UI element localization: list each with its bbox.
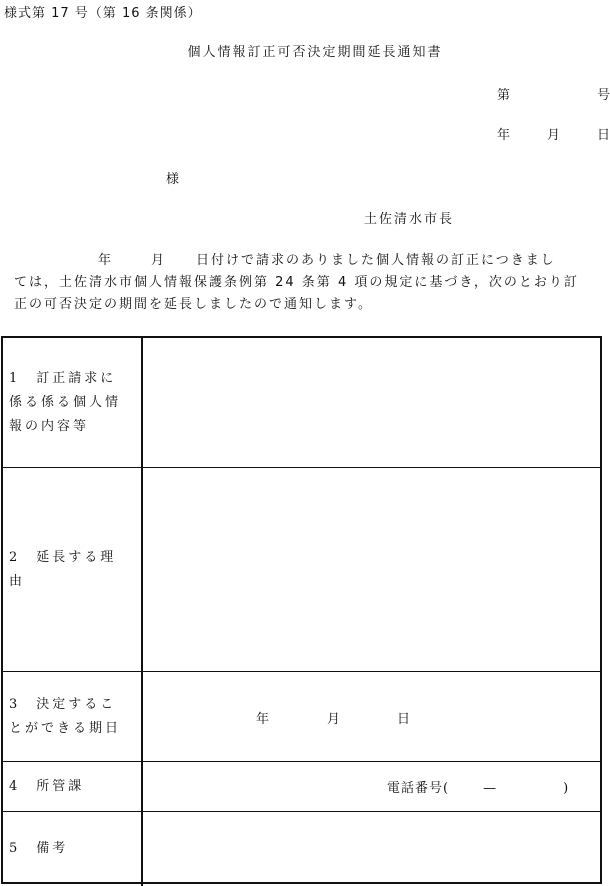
row2-label-line-2: 由: [9, 573, 26, 589]
phone-dash: —: [483, 781, 498, 796]
decision-date-month: 月: [327, 712, 341, 727]
decision-date-day: 日: [397, 712, 411, 727]
phone-close: ): [563, 781, 570, 796]
decision-date-field[interactable]: [143, 672, 600, 761]
body-month: 月: [151, 253, 167, 268]
row-label-remarks: [3, 812, 143, 886]
body-line-1: [14, 250, 610, 272]
row3-label-line-2: とができる期日: [9, 720, 122, 736]
date-month: 月: [547, 128, 561, 143]
request-content-field[interactable]: [143, 338, 600, 467]
row1-label-line-3: 報の内容等: [9, 418, 90, 434]
row1-label-line-2: 係る係る個人情: [9, 394, 122, 410]
remarks-field[interactable]: [143, 812, 600, 886]
body-line-2: ては，土佐清水市個人情報保護条例第 24 条第 4 項の規定に基づき，次のとおり訂: [14, 275, 579, 290]
department-field[interactable]: [143, 762, 600, 811]
row-label-extension-reason: [3, 468, 143, 671]
body-line-3: 正の可否決定の期間を延長しましたので通知します。: [14, 297, 373, 312]
row5-label: 5 備考: [9, 841, 69, 856]
row-label-department: [3, 762, 143, 811]
number-prefix: 第: [497, 88, 511, 103]
phone-number: [387, 777, 569, 796]
row1-label-line-1: 1 訂正請求に: [9, 370, 117, 386]
body-year: 年: [98, 253, 114, 268]
document-title: 個人情報訂正可否決定期間延長通知書: [187, 45, 443, 60]
phone-label: 電話番号(: [387, 781, 450, 796]
extension-reason-field[interactable]: [143, 468, 600, 671]
table-row-request-content: [3, 338, 600, 468]
row2-label-line-1: 2 延長する理: [9, 549, 117, 565]
number-suffix: 号: [597, 88, 610, 103]
notice-body: [14, 250, 610, 316]
decision-date-year: 年: [256, 712, 270, 727]
date-day: 日: [597, 128, 610, 143]
table-row-department: [3, 762, 600, 812]
addressee-honorific: 様: [166, 172, 180, 187]
row-label-decision-date: [3, 672, 143, 761]
issuer-name: 土佐清水市長: [364, 212, 455, 227]
row3-label-line-1: 3 決定するこ: [9, 696, 117, 712]
notice-detail-table: [1, 336, 602, 884]
table-row-remarks: [3, 812, 600, 886]
row4-label: 4 所管課: [9, 778, 85, 794]
table-row-extension-reason: [3, 468, 600, 672]
table-row-decision-date: [3, 672, 600, 762]
form-number: 様式第 17 号（第 16 条関係）: [4, 6, 202, 21]
date-year: 年: [497, 128, 511, 143]
row-label-request-content: [3, 338, 143, 467]
body-line-1-rest: 日付けで請求のありました個人情報の訂正につきまし: [196, 253, 556, 268]
